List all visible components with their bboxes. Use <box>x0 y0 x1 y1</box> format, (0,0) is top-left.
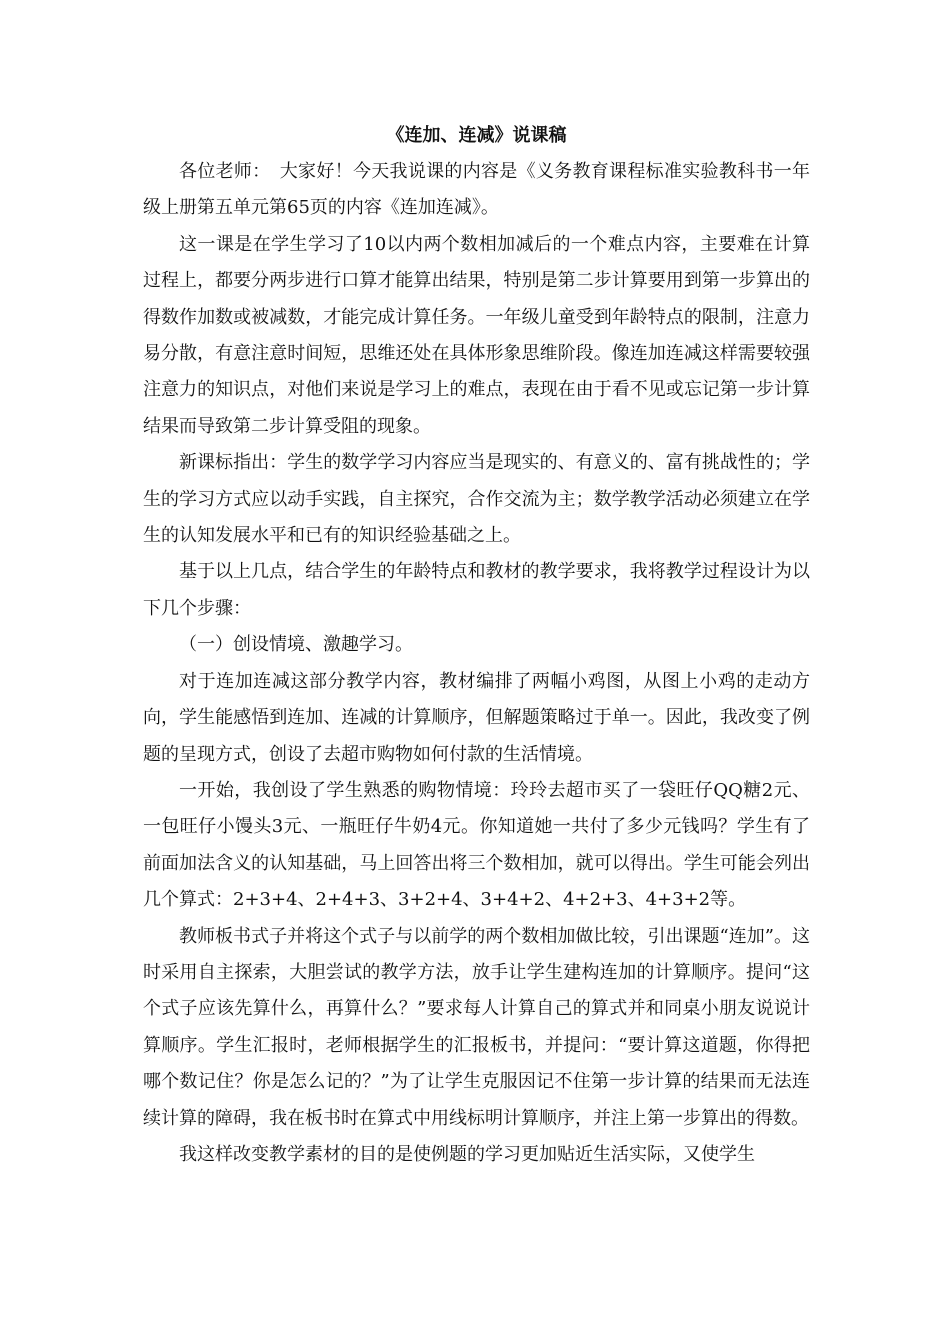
document-title: 《连加、连减》说课稿 <box>386 125 567 146</box>
paragraph-purpose: 我这样改变教学素材的目的是使例题的学习更加贴近生活实际，又使学生 <box>179 1143 755 1165</box>
paragraph-greeting: 各位老师： 大家好！今天我说课的内容是《义务教育课程标准实验教科书一年级上册第五单元第65页的内容《连加连减》。 <box>143 161 810 219</box>
paragraph-blackboard-writing: 教师板书式子并将这个式子与以前学的两个数相加做比较，引出课题“连加”。这时采用自主探索，大胆尝试的教学方法，放手让学生建构连加的计算顺序。提问“这个式子应该先算什么，再算什么？”要求每人计算自己的算式并和同桌小朋友说说计算顺序。学生汇报时，老师根据学生的汇报板书，并提问：“要计算这道题，你得把哪个数记住？你是怎么记的？”为了让学生克服因记不住第一步计算的结果而无法连续计算的障碍，我在板书时在算式中用线标明计算顺序，并注上第一步算出的得数。 <box>143 925 810 1129</box>
paragraph-lesson-difficulty: 这一课是在学生学习了10以内两个数相加减后的一个难点内容，主要难在计算过程上，都要分两步进行口算才能算出结果，特别是第二步计算要用到第一步算出的得数作加数或被减数，才能完成计算任务。一年级儿童受到年龄特点的限制，注意力易分散，有意注意时间短，思维还处在具体形象思维阶段。像连加连减这样需要较强注意力的知识点，对他们来说是学习上的难点，表现在由于看不见或忘记第一步计算结果而导致第二步计算受阻的现象。 <box>143 233 810 437</box>
section-heading-1: （一）创设情境、激趣学习。 <box>179 634 413 656</box>
paragraph-curriculum-standard: 新课标指出：学生的数学学习内容应当是现实的、有意义的、富有挑战性的；学生的学习方式应以动手实践，自主探究，合作交流为主；数学教学活动必须建立在学生的认知发展水平和已有的知识经验基础之上。 <box>143 452 810 547</box>
document-page <box>143 122 810 1173</box>
paragraph-shopping-scenario: 一开始，我创设了学生熟悉的购物情境：玲玲去超市买了一袋旺仔QQ糖2元、一包旺仔小馒头3元、一瓶旺仔牛奶4元。你知道她一共付了多少元钱吗？学生有了前面加法含义的认知基础，马上回答出将三个数相加，就可以得出。学生可能会列出几个算式：2+3+4、2+4+3、3+2+4、3+4+2、4+2+3、4+3+2等。 <box>143 779 810 911</box>
paragraph-teaching-steps-intro: 基于以上几点，结合学生的年龄特点和教材的教学要求，我将教学过程设计为以下几个步骤： <box>143 561 810 619</box>
paragraph-textbook-arrangement: 对于连加连减这部分教学内容，教材编排了两幅小鸡图，从图上小鸡的走动方向，学生能感悟到连加、连减的计算顺序，但解题策略过于单一。因此，我改变了例题的呈现方式，创设了去超市购物如何付款的生活情境。 <box>143 670 810 765</box>
